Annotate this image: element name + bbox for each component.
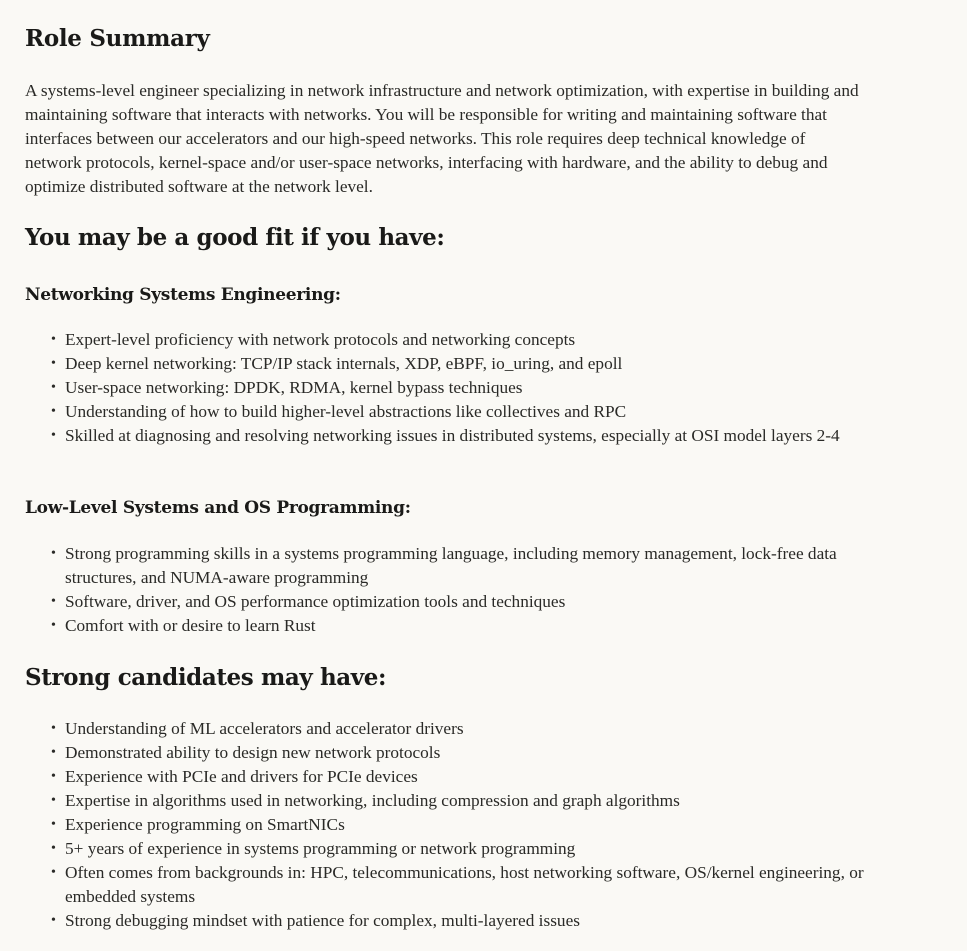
list-item: • Understanding of how to build higher-level abstractions like collectives and RPC (65, 400, 865, 424)
bullet-icon: • (51, 428, 56, 443)
list-item: • Experience with PCIe and drivers for PCIe devices (65, 765, 865, 789)
list-item: • User-space networking: DPDK, RDMA, kernel bypass techniques (65, 376, 865, 400)
list-item: • Software, driver, and OS performance optimization tools and techniques (65, 590, 865, 614)
bullet-icon: • (51, 618, 56, 633)
strong-candidates-heading: Strong candidates may have: (25, 664, 387, 691)
bullet-icon: • (51, 865, 56, 880)
bullet-icon: • (51, 546, 56, 561)
bullet-icon: • (51, 769, 56, 784)
bullet-icon: • (51, 356, 56, 371)
bullet-icon: • (51, 913, 56, 928)
bullet-icon: • (51, 594, 56, 609)
list-item: • Skilled at diagnosing and resolving networking issues in distributed systems, especially at OSI model layers 2-4 (65, 424, 865, 448)
role-summary-text: A systems-level engineer specializing in network infrastructure and network optimization, with expertise in building and maintaining software that interacts with networks. You will be responsible for writing and maintaining software that interfaces between our accelerators and our high-speed networks. This role requires deep technical knowledge of network protocols, kernel-space and/or user-space networks, interfacing with hardware, and the ability to debug and optimize distributed software at the network level. (25, 81, 859, 196)
list-item: • Expertise in algorithms used in networking, including compression and graph algorithms (65, 789, 865, 813)
good-fit-heading: You may be a good fit if you have: (25, 224, 445, 251)
strong-candidates-list (25, 717, 865, 933)
list-item: • Strong debugging mindset with patience for complex, multi-layered issues (65, 909, 865, 933)
role-summary-heading: Role Summary (25, 25, 210, 52)
list-item: • 5+ years of experience in systems programming or network programming (65, 837, 865, 861)
bullet-icon: • (51, 841, 56, 856)
list-item: • Understanding of ML accelerators and accelerator drivers (65, 717, 865, 741)
list-item: • Strong programming skills in a systems programming language, including memory management, lock-free data structures, and NUMA-aware programming (51, 544, 837, 587)
bullet-icon: • (51, 721, 56, 736)
list-item: • Demonstrated ability to design new network protocols (65, 741, 865, 765)
bullet-icon: • (51, 380, 56, 395)
networking-subheading: Networking Systems Engineering: (25, 285, 341, 305)
list-item: • Deep kernel networking: TCP/IP stack internals, XDP, eBPF, io_uring, and epoll (65, 352, 865, 376)
list-item: • Expert-level proficiency with network protocols and networking concepts (65, 328, 865, 352)
bullet-icon: • (51, 817, 56, 832)
bullet-icon: • (51, 745, 56, 760)
bullet-icon: • (51, 404, 56, 419)
list-item: • Experience programming on SmartNICs (65, 813, 865, 837)
list-item: • Often comes from backgrounds in: HPC, telecommunications, host networking software, OS/kernel engineering, or embedded systems (51, 863, 864, 906)
list-item: • Comfort with or desire to learn Rust (65, 614, 865, 638)
low-level-list (25, 542, 865, 638)
low-level-subheading: Low-Level Systems and OS Programming: (25, 498, 411, 518)
bullet-icon: • (51, 332, 56, 347)
networking-list (25, 328, 865, 448)
bullet-icon: • (51, 793, 56, 808)
